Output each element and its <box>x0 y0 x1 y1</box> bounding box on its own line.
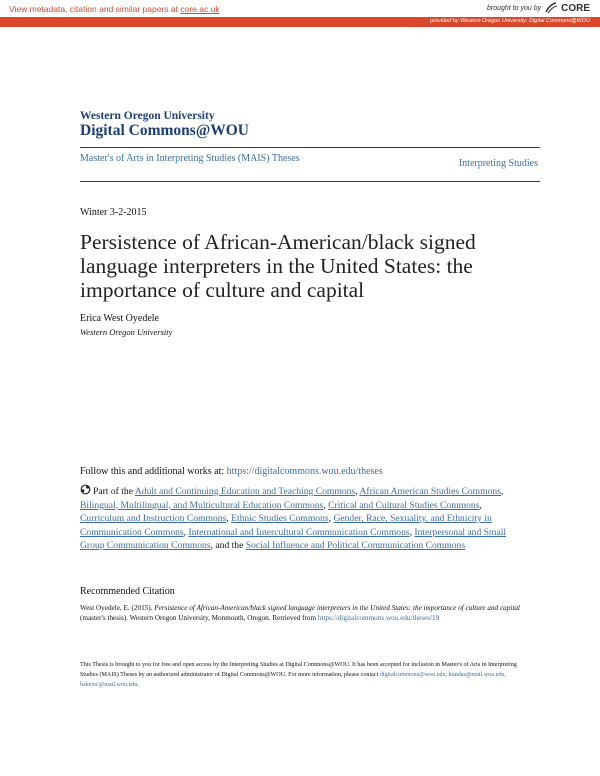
series-link[interactable]: Master's of Arts in Interpreting Studies (MAIS) Theses <box>80 153 300 164</box>
core-metadata-link[interactable]: View metadata, citation and similar papers at core.ac.uk <box>9 4 220 14</box>
core-brand: CORE <box>561 2 590 14</box>
recommended-citation-heading: Recommended Citation <box>80 586 175 597</box>
brought-by-text: brought to you by <box>487 4 542 12</box>
core-banner <box>0 0 600 30</box>
commons-link-gender-race-communication[interactable]: Gender, Race, Sexuality, and Ethnicity in Communication Commons <box>80 513 492 538</box>
author-affiliation: Western Oregon University <box>80 327 173 337</box>
repository-name: Digital Commons@WOU <box>80 122 249 139</box>
citation-url-link[interactable]: https://digitalcommons.wou.edu/theses/19 <box>317 614 440 622</box>
access-notice: This Thesis is brought to you for free and open access by the Interpreting Studies at Digital Commons@WOU. It has been accepted for inclusion in Master's of Arts in Interpreting Studies (MAIS) Theses by an authorized administrator of Digital Commons@WOU. For more information, please contact digitalcommons@wou.edu, kundas@mail.wou.edu, bakersc@mail.wou.edu. <box>80 662 517 688</box>
commons-network-icon <box>80 484 91 495</box>
follow-line <box>80 466 383 477</box>
commons-link-social-influence-communication[interactable]: Social Influence and Political Communication Commons <box>245 540 466 552</box>
core-attribution <box>487 2 590 14</box>
commons-link-ethnic-studies[interactable]: Ethnic Studies Commons <box>231 513 329 525</box>
core-logo-icon <box>544 2 558 14</box>
commons-link-interpersonal-communication[interactable]: Interpersonal and Small Group Communication Commons <box>80 526 507 552</box>
provided-by-strip <box>0 17 600 27</box>
publication-date: Winter 3-2-2015 <box>80 207 147 218</box>
citation-text: West Oyedele, E. (2015). Persistence of African-American/black signed language interpreters in the United States: the importance of culture and capital (master's thesis). Western Oregon University, Monmouth, Oregon. Retrieved from https://digitalcommons.wou.edu/theses/19 <box>80 604 520 622</box>
follow-url-link[interactable]: https://digitalcommons.wou.edu/theses <box>226 466 383 477</box>
commons-link-curriculum-instruction[interactable]: Curriculum and Instruction Commons <box>80 513 227 525</box>
part-of-prefix: Part of the <box>93 486 135 497</box>
commons-link-bilingual-education[interactable]: Bilingual, Multilingual, and Multicultural Education Commons <box>80 499 324 511</box>
department-link[interactable]: Interpreting Studies <box>458 158 538 169</box>
author-name: Erica West Oyedele <box>80 313 159 324</box>
header-divider-top <box>80 147 540 148</box>
contact-emails-link[interactable]: digitalcommons@wou.edu, kundas@mail.wou.edu, bakersc@mail.wou.edu <box>80 672 507 688</box>
commons-link-critical-cultural-studies[interactable]: Critical and Cultural Studies Commons <box>328 499 480 511</box>
document-title: Persistence of African-American/black signed language interpreters in the United States: the importance of culture and capital <box>80 230 476 302</box>
commons-link-african-american-studies[interactable]: African American Studies Commons <box>359 486 501 497</box>
citation-title: Persistence of African-American/black signed language interpreters in the United States: the importance of culture and capital <box>154 604 520 612</box>
follow-label: Follow this and additional works at: <box>80 466 227 477</box>
header-divider-bottom <box>80 181 540 182</box>
part-of-section: Part of the Adult and Continuing Education and Teaching Commons, African American Studies Commons, Bilingual, Multilingual, and Multicultural Education Commons, Critical and Cultural Studies Commons, Curriculum and Instruction Commons, Ethnic Studies Commons, Gender, Race, Sexuality, and Ethnicity in Communication Commons, International and Intercultural Communication Commons, Interpersonal and Small Group Communication Commons, and the Social Influence and Political Communication Commons <box>80 486 507 552</box>
commons-link-adult-education[interactable]: Adult and Continuing Education and Teaching Commons <box>134 486 356 497</box>
provided-by-text: provided by Western Oregon University: Digital Commons@WOU <box>430 18 590 24</box>
institution-name: Western Oregon University <box>80 110 215 122</box>
commons-link-intercultural-communication[interactable]: International and Intercultural Communication Commons <box>188 526 410 538</box>
